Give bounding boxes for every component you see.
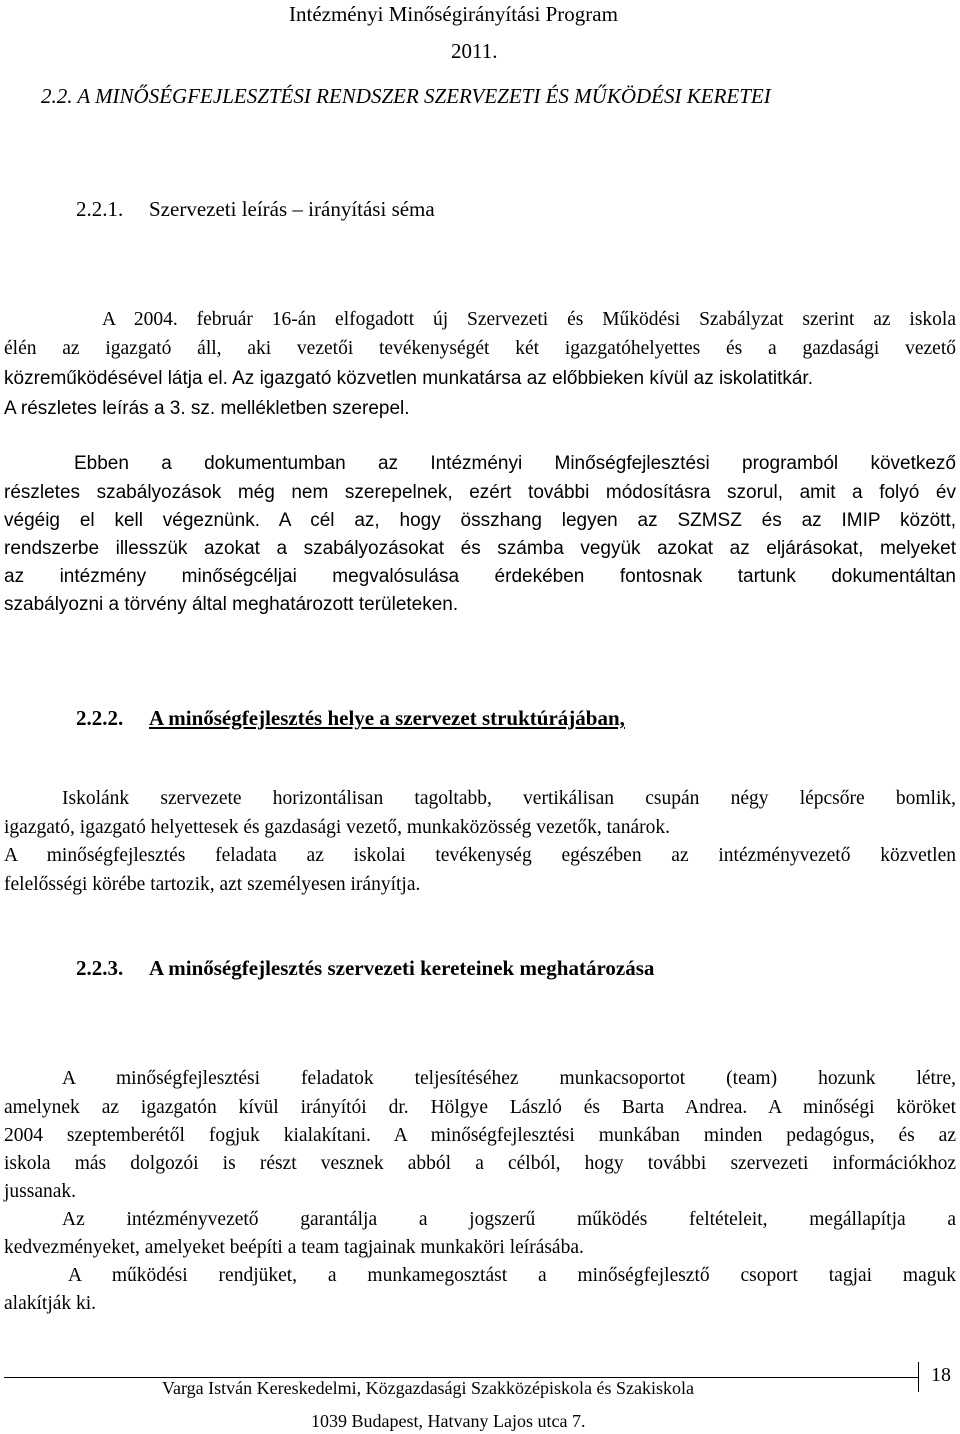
section-title-2-2-2: A minőségfejlesztés helye a szervezet struktúrájában, <box>149 706 625 730</box>
text-line: jussanak. <box>4 1181 77 1202</box>
text-line: részletes szabályozások még nem szerepelnek, ezért további módosításra szorul, amit a folyó év <box>4 482 956 503</box>
footer-school-name: Varga István Kereskedelmi, Közgazdasági Szakközépiskola és Szakiskola <box>162 1378 694 1398</box>
section-number-2-2-3: 2.2.3. <box>76 956 124 980</box>
text-line: közreműködésével látja el. Az igazgató közvetlen munkatársa az előbbieken kívül az iskolatitkár. <box>4 368 813 389</box>
text-line: rendszerbe illesszük azokat a szabályozásokat és számba vegyük azokat az eljárásokat, melyeket <box>4 538 956 559</box>
text-line: igazgató, igazgató helyettesek és gazdasági vezető, munkaközösség vezetők, tanárok. <box>4 817 670 838</box>
text-line: felelősségi körébe tartozik, azt személyesen irányítja. <box>4 874 421 895</box>
text-line: A minőségfejlesztési feladatok teljesítéséhez munkacsoportot (team) hozunk létre, <box>62 1068 956 1089</box>
section-number-2-2-2: 2.2.2. <box>76 706 124 730</box>
section-heading-2-2: 2.2. A MINŐSÉGFEJLESZTÉSI RENDSZER SZERVEZETI ÉS MŰKÖDÉSI KERETEI <box>41 84 771 108</box>
text-line: 2004 szeptemberétől fogjuk kialakítani. A minőségfejlesztési munkában minden pedagógus, és az <box>4 1125 956 1146</box>
text-line: szabályozni a törvény által meghatározott területeken. <box>4 594 459 615</box>
text-line: A működési rendjüket, a munkamegosztást a minőségfejlesztő csoport tagjai maguk <box>68 1265 956 1286</box>
text-line: az intézmény minőségcéljai megvalósulása érdekében fontosnak tartunk dokumentáltan <box>4 566 956 587</box>
text-line: Iskolánk szervezete horizontálisan tagoltabb, vertikálisan csupán négy lépcsőre bomlik, <box>62 788 956 809</box>
text-line: végéig el kell végeznünk. A cél az, hogy összhang legyen az SZMSZ és az IMIP között, <box>4 510 956 531</box>
text-line: A minőségfejlesztés feladata az iskolai tevékenység egészében az intézményvezető közvetlen <box>4 845 956 866</box>
header-program-title: Intézményi Minőségirányítási Program <box>289 2 618 26</box>
text-line: Az intézményvezető garantálja a jogszerű működés feltételeit, megállapítja a <box>62 1209 956 1230</box>
text-line: kedvezményeket, amelyeket beépíti a team tagjainak munkaköri leírásába. <box>4 1237 584 1258</box>
text-line: Ebben a dokumentumban az Intézményi Minőségfejlesztési programból következő <box>74 453 956 474</box>
footer-address: 1039 Budapest, Hatvany Lajos utca 7. <box>311 1411 586 1431</box>
text-line: alakítják ki. <box>4 1293 97 1314</box>
text-line: A 2004. február 16-án elfogadott új Szervezeti és Működési Szabályzat szerint az iskola <box>102 309 956 330</box>
text-line: amelynek az igazgatón kívül irányítói dr. Hölgye László és Barta Andrea. A minőségi köröket <box>4 1097 956 1118</box>
text-line: iskola más dolgozói is részt vesznek abból a célból, hogy további szervezeti információkhoz <box>4 1153 956 1174</box>
text-line: élén az igazgató áll, aki vezetői tevékenységét két igazgatóhelyettes és a gazdasági vezető <box>4 338 956 359</box>
header-year: 2011. <box>451 39 498 63</box>
section-number-2-2-1: 2.2.1. <box>76 197 124 221</box>
text-line: A részletes leírás a 3. sz. mellékletben szerepel. <box>4 398 410 419</box>
section-title-2-2-1: Szervezeti leírás – irányítási séma <box>149 197 435 221</box>
page-number: 18 <box>931 1364 951 1386</box>
section-title-2-2-3: A minőségfejlesztés szervezeti kereteinek meghatározása <box>149 956 655 980</box>
